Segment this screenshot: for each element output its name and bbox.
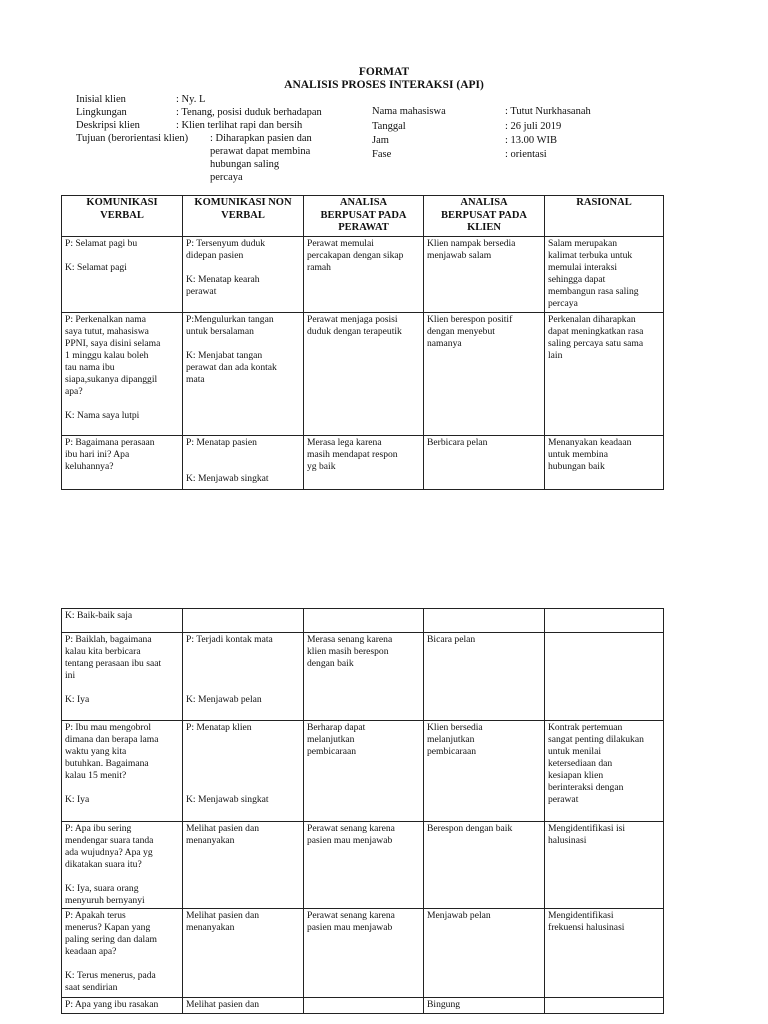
cell-text: K: Terus menerus, pada bbox=[65, 970, 156, 981]
header-text: RASIONAL bbox=[576, 197, 632, 208]
cell-client-analysis bbox=[424, 998, 545, 1014]
cell-text: melanjutkan bbox=[427, 734, 475, 745]
interaction-analysis-table-continued bbox=[61, 608, 664, 1014]
cell-verbal bbox=[62, 236, 183, 312]
cell-text: Kontrak pertemuan bbox=[548, 722, 623, 733]
blank-line bbox=[186, 670, 300, 682]
cell-text: Salam merupakan bbox=[548, 237, 617, 249]
table-row bbox=[62, 435, 664, 489]
cell-text: dimana dan berapa lama bbox=[65, 734, 159, 745]
info-value-phase: : orientasi bbox=[505, 149, 547, 160]
cell-text: P: Terjadi kontak mata bbox=[186, 634, 273, 645]
cell-text: K: Baik-baik saja bbox=[65, 610, 133, 621]
info-label-student-name: Nama mahasiswa bbox=[372, 106, 446, 117]
header-text: PERAWAT bbox=[338, 222, 389, 233]
cell-client-analysis bbox=[424, 822, 545, 909]
cell-verbal bbox=[62, 312, 183, 435]
cell-text: klien masih berespon bbox=[307, 646, 389, 657]
blank-line bbox=[186, 734, 300, 746]
cell-text: mata bbox=[186, 373, 205, 385]
cell-text: untuk membina bbox=[548, 448, 608, 460]
table-row bbox=[62, 822, 664, 909]
cell-text: ada wujudnya? Apa yg bbox=[65, 847, 153, 858]
blank-line bbox=[65, 682, 179, 694]
info-label-phase: Fase bbox=[372, 149, 392, 160]
header-text: BERPUSAT PADA bbox=[320, 209, 407, 221]
cell-nurse-analysis bbox=[304, 312, 424, 435]
cell-nurse-analysis bbox=[304, 822, 424, 909]
cell-text: K: Menjawab pelan bbox=[186, 694, 262, 705]
cell-text: Klien berespon positif bbox=[427, 313, 513, 325]
info-label-description: Deskripsi klien bbox=[76, 120, 140, 131]
cell-text: ibu hari ini? Apa bbox=[65, 448, 130, 460]
cell-nonverbal bbox=[183, 236, 304, 312]
cell-rationale bbox=[545, 998, 664, 1014]
info-value-student-name: : Tutut Nurkhasanah bbox=[505, 106, 591, 117]
cell-text: membangun rasa saling bbox=[548, 285, 639, 297]
blank-line bbox=[186, 262, 300, 274]
info-value-goal-3: hubungan saling bbox=[210, 159, 280, 170]
table-row bbox=[62, 721, 664, 822]
cell-text: Mengidentifikasi bbox=[548, 910, 614, 921]
cell-nurse-analysis bbox=[304, 998, 424, 1014]
cell-client-analysis bbox=[424, 633, 545, 721]
cell-text: berinteraksi dengan bbox=[548, 782, 624, 793]
cell-text: kalau kita berbicara bbox=[65, 646, 141, 657]
cell-text: Bicara pelan bbox=[427, 634, 476, 645]
cell-text: menanyakan bbox=[186, 922, 235, 933]
cell-text: dapat meningkatkan rasa bbox=[548, 325, 644, 337]
cell-text: Bingung bbox=[427, 999, 461, 1010]
cell-text: Merasa lega karena bbox=[307, 436, 382, 448]
cell-text: ketersediaan dan bbox=[548, 758, 613, 769]
cell-text: Perawat menjaga posisi bbox=[307, 313, 398, 325]
blank-line bbox=[186, 758, 300, 770]
info-value-initial: : Ny. L bbox=[176, 94, 206, 105]
cell-text: Perkenalan diharapkan bbox=[548, 313, 636, 325]
cell-text: kalau 15 menit? bbox=[65, 770, 127, 781]
table-header-row bbox=[62, 196, 664, 237]
cell-client-analysis bbox=[424, 909, 545, 998]
table-row bbox=[62, 236, 664, 312]
cell-text: dengan baik bbox=[307, 658, 354, 669]
cell-text: K: Menjabat tangan bbox=[186, 349, 263, 361]
cell-text: perawat bbox=[186, 285, 217, 297]
cell-text: P:Mengulurkan tangan bbox=[186, 313, 274, 325]
cell-text: dengan menyebut bbox=[427, 325, 495, 337]
cell-verbal bbox=[62, 721, 183, 822]
cell-text: K: Nama saya lutpi bbox=[65, 409, 140, 421]
info-value-description: : Klien terlihat rapi dan bersih bbox=[176, 120, 303, 131]
blank-line bbox=[65, 958, 179, 970]
header-text: KLIEN bbox=[467, 222, 501, 233]
cell-text: Menanyakan keadaan bbox=[548, 436, 632, 448]
cell-text: didepan pasien bbox=[186, 249, 244, 261]
header-rationale bbox=[545, 196, 664, 237]
blank-line bbox=[186, 338, 300, 350]
cell-text: Melihat pasien dan bbox=[186, 910, 259, 921]
cell-text: kalimat terbuka untuk bbox=[548, 249, 633, 261]
header-nurse-analysis bbox=[304, 196, 424, 237]
cell-client-analysis bbox=[424, 236, 545, 312]
header-text: BERPUSAT PADA bbox=[440, 209, 528, 221]
cell-text: Perawat senang karena bbox=[307, 823, 395, 834]
blank-line bbox=[186, 461, 300, 473]
cell-text: saling percaya satu sama bbox=[548, 337, 644, 349]
info-value-goal-1: : Diharapkan pasien dan bbox=[210, 133, 312, 144]
cell-text: K: Iya bbox=[65, 794, 90, 805]
cell-text: namanya bbox=[427, 337, 462, 349]
cell-text: P: Apa ibu sering bbox=[65, 823, 132, 834]
cell-rationale bbox=[545, 633, 664, 721]
cell-text: P: Selamat pagi bu bbox=[65, 237, 138, 249]
info-value-goal-4: percaya bbox=[210, 172, 243, 183]
cell-text: lain bbox=[548, 349, 563, 361]
cell-text: pasien mau menjawab bbox=[307, 835, 393, 846]
cell-text: P: Baiklah, bagaimana bbox=[65, 634, 152, 645]
cell-rationale bbox=[545, 312, 664, 435]
cell-text: percaya bbox=[548, 297, 578, 309]
cell-text: 1 minggu kalau boleh bbox=[65, 349, 149, 361]
cell-nonverbal bbox=[183, 435, 304, 489]
cell-text: Berharap dapat bbox=[307, 722, 366, 733]
cell-client-analysis bbox=[424, 435, 545, 489]
cell-text: P: Menatap klien bbox=[186, 722, 252, 733]
cell-verbal bbox=[62, 909, 183, 998]
document-subtitle: ANALISIS PROSES INTERAKSI (API) bbox=[284, 79, 484, 91]
cell-nurse-analysis bbox=[304, 236, 424, 312]
cell-nonverbal bbox=[183, 822, 304, 909]
cell-text: pembicaraan bbox=[307, 746, 357, 757]
blank-line bbox=[186, 449, 300, 461]
cell-nonverbal bbox=[183, 633, 304, 721]
header-client-analysis bbox=[424, 196, 545, 237]
info-value-time: : 13.00 WIB bbox=[505, 135, 558, 146]
cell-rationale bbox=[545, 822, 664, 909]
cell-text: ini bbox=[65, 670, 76, 681]
blank-line bbox=[186, 782, 300, 794]
cell-text: keadaan apa? bbox=[65, 946, 117, 957]
blank-line bbox=[186, 646, 300, 658]
cell-nurse-analysis bbox=[304, 435, 424, 489]
table-row bbox=[62, 609, 664, 633]
header-verbal bbox=[62, 196, 183, 237]
cell-verbal bbox=[62, 633, 183, 721]
cell-text: menjawab salam bbox=[427, 249, 492, 261]
info-value-environment: : Tenang, posisi duduk berhadapan bbox=[176, 107, 322, 118]
cell-text: siapa,sukanya dipanggil bbox=[65, 373, 158, 385]
blank-line bbox=[65, 782, 179, 794]
cell-text: Klien bersedia bbox=[427, 722, 483, 733]
cell-text: K: Selamat pagi bbox=[65, 261, 127, 273]
cell-text: K: Menjawab singkat bbox=[186, 472, 269, 484]
cell-text: melanjutkan bbox=[307, 734, 355, 745]
document-title: FORMAT bbox=[358, 66, 410, 78]
cell-text: K: Iya bbox=[65, 694, 90, 705]
cell-text: tentang perasaan ibu saat bbox=[65, 658, 162, 669]
cell-verbal bbox=[62, 822, 183, 909]
cell-text: pasien mau menjawab bbox=[307, 922, 393, 933]
cell-verbal bbox=[62, 609, 183, 633]
info-label-environment: Lingkungan bbox=[76, 107, 127, 118]
cell-text: apa? bbox=[65, 385, 83, 397]
table-row bbox=[62, 633, 664, 721]
info-label-time: Jam bbox=[372, 135, 389, 146]
cell-text: Merasa senang karena bbox=[307, 634, 393, 645]
cell-text: menerus? Kapan yang bbox=[65, 922, 151, 933]
info-value-date: : 26 juli 2019 bbox=[505, 121, 562, 132]
cell-text: yg baik bbox=[307, 460, 336, 472]
cell-text: perawat dan ada kontak bbox=[186, 361, 277, 373]
cell-text: K: Menjawab singkat bbox=[186, 794, 269, 805]
cell-text: PPNI, saya disini selama bbox=[65, 337, 161, 349]
cell-text: Berbicara pelan bbox=[427, 436, 488, 448]
cell-nurse-analysis bbox=[304, 633, 424, 721]
blank-line bbox=[186, 682, 300, 694]
cell-text: perawat bbox=[548, 794, 579, 805]
info-value-goal-2: perawat dapat membina bbox=[210, 146, 311, 157]
table-row bbox=[62, 998, 664, 1014]
cell-text: P: Tersenyum duduk bbox=[186, 237, 266, 249]
cell-nonverbal bbox=[183, 998, 304, 1014]
cell-text: menanyakan bbox=[186, 835, 235, 846]
cell-text: K: Menatap kearah bbox=[186, 273, 260, 285]
cell-text: untuk bersalaman bbox=[186, 325, 254, 337]
header-text: VERBAL bbox=[221, 209, 265, 221]
cell-text: paling sering dan dalam bbox=[65, 934, 157, 945]
header-text: VERBAL bbox=[100, 209, 144, 221]
cell-text: dikatakan suara itu? bbox=[65, 859, 142, 870]
cell-text: P: Menatap pasien bbox=[186, 436, 257, 448]
cell-client-analysis bbox=[424, 721, 545, 822]
cell-rationale bbox=[545, 721, 664, 822]
cell-text: waktu yang kita bbox=[65, 746, 127, 757]
cell-rationale bbox=[545, 435, 664, 489]
cell-rationale bbox=[545, 236, 664, 312]
cell-text: sehingga dapat bbox=[548, 273, 606, 285]
cell-nonverbal bbox=[183, 909, 304, 998]
cell-text: Mengidentifikasi isi bbox=[548, 823, 626, 834]
cell-nonverbal bbox=[183, 721, 304, 822]
header-text: KOMUNIKASI NON bbox=[194, 197, 292, 208]
cell-text: saat sendirian bbox=[65, 982, 118, 993]
blank-line bbox=[65, 398, 179, 410]
cell-client-analysis bbox=[424, 312, 545, 435]
cell-text: P: Apakah terus bbox=[65, 910, 126, 921]
cell-text: frekuensi halusinasi bbox=[548, 922, 625, 933]
cell-verbal bbox=[62, 435, 183, 489]
cell-text: Menjawab pelan bbox=[427, 910, 491, 921]
cell-text: untuk menilai bbox=[548, 746, 602, 757]
cell-text: keluhannya? bbox=[65, 460, 114, 472]
cell-text: menyuruh bernyanyi bbox=[65, 895, 145, 906]
cell-verbal bbox=[62, 998, 183, 1014]
cell-text: memulai interaksi bbox=[548, 261, 618, 273]
cell-rationale bbox=[545, 909, 664, 998]
cell-rationale bbox=[545, 609, 664, 633]
blank-line bbox=[186, 770, 300, 782]
cell-text: tau nama ibu bbox=[65, 361, 115, 373]
cell-text: ramah bbox=[307, 261, 331, 273]
cell-text: butuhkan. Bagaimana bbox=[65, 758, 149, 769]
cell-nonverbal bbox=[183, 609, 304, 633]
cell-text: Melihat pasien dan bbox=[186, 823, 259, 834]
cell-text: K: Iya, suara orang bbox=[65, 883, 139, 894]
cell-text: Perawat senang karena bbox=[307, 910, 395, 921]
blank-line bbox=[186, 658, 300, 670]
cell-text: P: Bagaimana perasaan bbox=[65, 436, 155, 448]
cell-text: halusinasi bbox=[548, 835, 587, 846]
cell-text: P: Apa yang ibu rasakan bbox=[65, 999, 159, 1010]
cell-text: kesiapan klien bbox=[548, 770, 604, 781]
header-nonverbal bbox=[183, 196, 304, 237]
header-text: ANALISA bbox=[339, 197, 388, 208]
table-row bbox=[62, 909, 664, 998]
cell-text: Perawat memulai bbox=[307, 237, 374, 249]
blank-line bbox=[186, 746, 300, 758]
interaction-analysis-table bbox=[61, 195, 664, 490]
cell-text: Melihat pasien dan bbox=[186, 999, 259, 1010]
cell-text: sangat penting dilakukan bbox=[548, 734, 644, 745]
info-label-date: Tanggal bbox=[372, 121, 406, 132]
header-text: KOMUNIKASI bbox=[86, 197, 158, 208]
cell-text: masih mendapat respon bbox=[307, 448, 398, 460]
cell-client-analysis bbox=[424, 609, 545, 633]
cell-nurse-analysis bbox=[304, 609, 424, 633]
table-row bbox=[62, 312, 664, 435]
cell-text: Berespon dengan baik bbox=[427, 823, 513, 834]
cell-nonverbal bbox=[183, 312, 304, 435]
cell-text: pembicaraan bbox=[427, 746, 477, 757]
client-info bbox=[76, 93, 366, 188]
cell-nurse-analysis bbox=[304, 721, 424, 822]
info-label-initial: Inisial klien bbox=[76, 94, 126, 105]
blank-line bbox=[65, 250, 179, 262]
cell-text: duduk dengan terapeutik bbox=[307, 325, 402, 337]
header-text: ANALISA bbox=[460, 197, 508, 208]
cell-text: hubungan baik bbox=[548, 460, 605, 472]
info-label-goal: Tujuan (berorientasi klien) bbox=[76, 133, 189, 144]
cell-text: Klien nampak bersedia bbox=[427, 237, 516, 249]
cell-text: P: Perkenalkan nama bbox=[65, 313, 146, 325]
blank-line bbox=[65, 871, 179, 883]
cell-text: saya tutut, mahasiswa bbox=[65, 325, 149, 337]
student-info bbox=[372, 105, 672, 165]
cell-nurse-analysis bbox=[304, 909, 424, 998]
cell-text: mendengar suara tanda bbox=[65, 835, 154, 846]
cell-text: percakapan dengan sikap bbox=[307, 249, 404, 261]
cell-text: P: Ibu mau mengobrol bbox=[65, 722, 152, 733]
